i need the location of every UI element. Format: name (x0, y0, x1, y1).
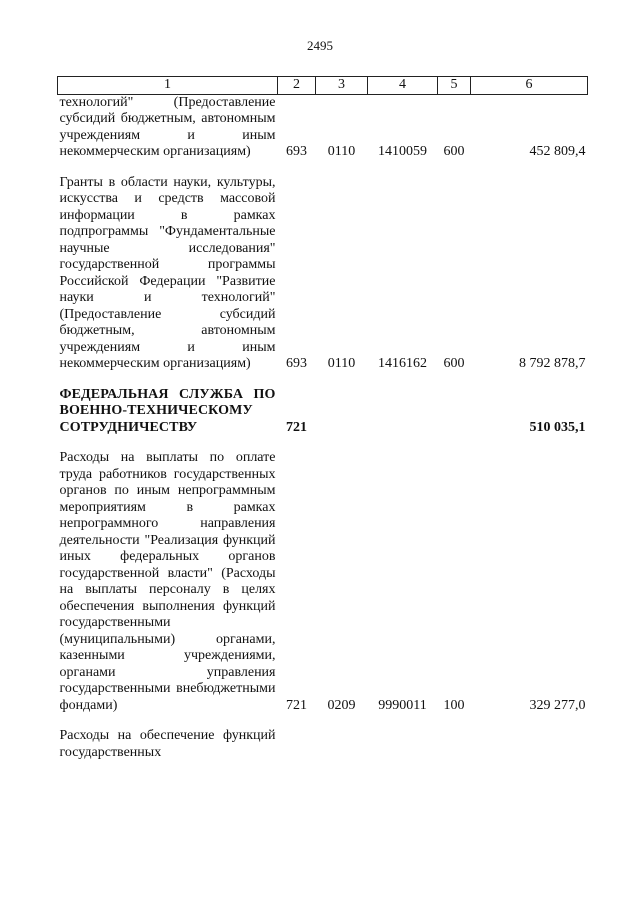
row-ministry-code (278, 728, 316, 761)
row-amount (471, 728, 588, 761)
column-header-5: 5 (438, 77, 471, 95)
row-expense-type (438, 387, 471, 437)
row-name: Расходы на выплаты по оплате труда работников государственных органов по иным непрограммным мероприятиям в рамках непрограммного направления деятельности "Реализация функций иных федеральных органов государственной власти" (Расходы на выплаты персоналу в целях обеспечения выполнения функций государственными (муниципальными) органами, казенными учреждениями, органами управления государственными внебюджетными фондами) (59, 450, 276, 713)
row-target-code (368, 728, 438, 761)
row-amount: 510 035,1 (529, 419, 586, 435)
table-row (58, 450, 588, 714)
row-ministry-code: 693 (286, 356, 307, 371)
row-target-code: 9990011 (378, 697, 427, 713)
column-header-2: 2 (278, 77, 316, 95)
table-row (58, 175, 588, 373)
row-expense-type: 600 (443, 356, 465, 371)
table-row-agency-total (58, 387, 588, 437)
row-expense-type (438, 728, 471, 761)
table-row (58, 94, 588, 161)
row-expense-type: 600 (443, 144, 465, 159)
table-row (58, 728, 588, 761)
row-name: Расходы на обеспечение функций государственных (59, 728, 276, 760)
row-ministry-code: 721 (286, 419, 307, 435)
row-section-code: 0110 (327, 144, 356, 159)
row-expense-type: 100 (443, 697, 465, 713)
row-amount: 452 809,4 (529, 144, 586, 159)
row-amount: 8 792 878,7 (519, 356, 586, 371)
row-section-code (316, 387, 368, 437)
row-section-code: 0110 (327, 356, 356, 371)
column-header-6: 6 (471, 77, 588, 95)
row-section-code (316, 728, 368, 761)
row-name: технологий" (Предоставление субсидий бюджетным, автономным учреждениям и иным некоммерческим организациям) (59, 94, 276, 159)
table-header-row (58, 77, 588, 95)
budget-table (57, 76, 588, 761)
row-target-code: 1410059 (378, 144, 427, 159)
row-name: ФЕДЕРАЛЬНАЯ СЛУЖБА ПО ВОЕННО-ТЕХНИЧЕСКОМУ СОТРУДНИЧЕСТВУ (59, 386, 276, 435)
row-target-code: 1416162 (378, 356, 427, 371)
row-amount: 329 277,0 (529, 697, 586, 713)
page-number: 2495 (307, 38, 333, 53)
row-ministry-code: 693 (286, 144, 307, 159)
row-target-code (368, 387, 438, 437)
column-header-3: 3 (316, 77, 368, 95)
budget-table-container (57, 76, 587, 761)
row-section-code: 0209 (327, 697, 356, 713)
column-header-4: 4 (368, 77, 438, 95)
column-header-1: 1 (58, 77, 278, 95)
row-name: Гранты в области науки, культуры, искусства и средств массовой информации в рамках подпрограммы "Фундаментальные научные исследования" государственной программы Российской Федерации "Развитие науки и технологий" (Предоставление субсидий бюджетным, автономным учреждениям и иным некоммерческим организациям) (59, 174, 276, 371)
row-ministry-code: 721 (286, 697, 307, 713)
